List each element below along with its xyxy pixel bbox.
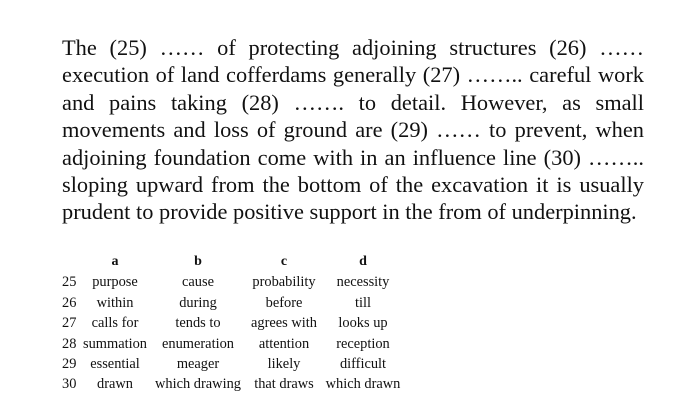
option-d: till	[355, 294, 371, 311]
header-d: d	[359, 254, 367, 269]
option-d: which drawn	[325, 376, 401, 393]
option-a: essential	[90, 356, 140, 373]
question-number: 28	[62, 335, 77, 352]
header-a: a	[111, 254, 119, 269]
option-c: agrees with	[251, 315, 317, 332]
answer-options-table	[62, 252, 404, 395]
option-row-27	[62, 313, 404, 333]
option-d: necessity	[336, 274, 390, 291]
option-c: likely	[267, 356, 301, 373]
option-c: that draws	[254, 376, 314, 393]
option-a: drawn	[97, 376, 133, 393]
header-c: c	[280, 254, 288, 269]
option-d: difficult	[339, 356, 387, 373]
question-number: 30	[62, 376, 77, 393]
option-b: during	[179, 294, 217, 311]
question-number: 27	[62, 315, 77, 332]
option-b: meager	[176, 356, 220, 373]
option-row-29	[62, 354, 404, 374]
option-a: calls for	[91, 315, 139, 332]
option-row-28	[62, 334, 404, 354]
option-b: tends to	[175, 315, 221, 332]
option-c: probability	[252, 274, 316, 291]
option-d: reception	[336, 335, 390, 352]
question-number: 26	[62, 294, 77, 311]
option-a: purpose	[92, 274, 138, 291]
option-a: within	[96, 294, 134, 311]
question-number: 29	[62, 356, 77, 373]
option-a: summation	[83, 335, 147, 352]
option-c: before	[265, 294, 303, 311]
header-b: b	[194, 254, 202, 269]
passage-text: The (25) …… of protecting adjoining structures (26) …… execution of land cofferdams generally (27) …….. careful work and pains taking (28) ……. to detail. However, as small movements and loss of ground are (29) …… to prevent, when adjoining foundation come with in an influence line (30) …….. sloping upward from the bottom of the excavation it is usually prudent to provide positive support in the from of underpinning.	[62, 35, 644, 225]
option-row-26	[62, 293, 404, 313]
header-number	[62, 252, 80, 272]
option-c: attention	[258, 335, 310, 352]
options-header-row	[62, 252, 404, 272]
question-number: 25	[62, 274, 77, 291]
option-row-30	[62, 374, 404, 394]
option-d: looks up	[338, 315, 388, 332]
option-b: cause	[182, 274, 214, 291]
option-row-25	[62, 272, 404, 292]
option-b: which drawing	[155, 376, 241, 393]
option-b: enumeration	[162, 335, 234, 352]
